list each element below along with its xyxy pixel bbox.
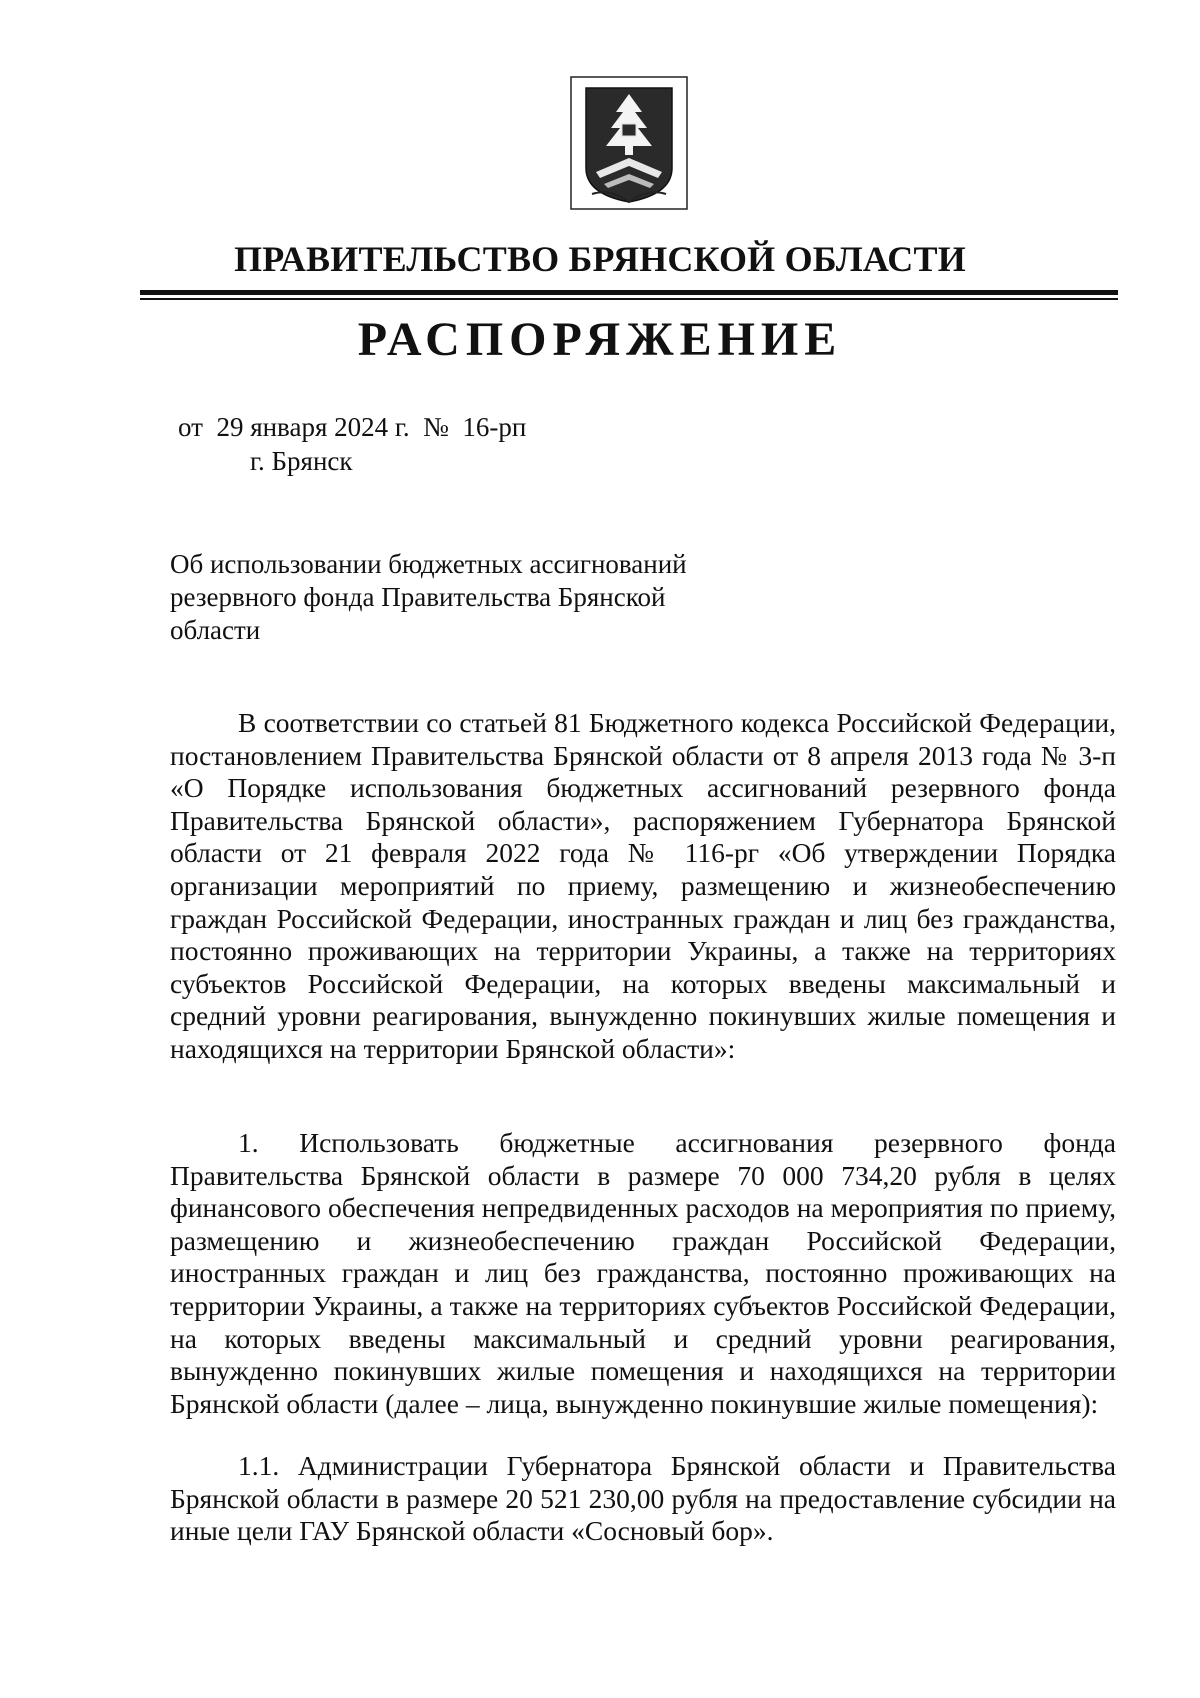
preamble-block (170, 707, 1116, 1066)
coat-of-arms-icon (570, 76, 688, 210)
item-1-1-paragraph: 1.1. Администрации Губернатора Брянской области и Правительства Брянской области в размере 20 521 230,00 рубля на предоставление субсидии на иные цели ГАУ Брянской области «Сосновый бор». (170, 1450, 1116, 1547)
item-1-1-block (170, 1450, 1116, 1548)
city-line: г. Брянск (250, 446, 353, 476)
date-number-line: от 29 января 2024 г. № 16-рп (178, 412, 527, 442)
header-divider-thin (140, 298, 1118, 300)
organization-title: ПРАВИТЕЛЬСТВО БРЯНСКОЙ ОБЛАСТИ (234, 239, 966, 279)
item-1-paragraph: 1. Использовать бюджетные ассигнования резервного фонда Правительства Брянской области в размере 70 000 734,20 рубля в целях финансового обеспечения непредвиденных расходов на мероприятия по приему, размещению и жизнеобеспечению граждан Российской Федерации, иностранных граждан и лиц без гражданства, постоянно проживающих на территории Украины, а также на территориях субъектов Российской Федерации, на которых введены максимальный и средний уровни реагирования, вынужденно покинувших жилые помещения и находящихся на территории Брянской области (далее – лица, вынужденно покинувшие жилые помещения): (170, 1127, 1116, 1419)
document-type-title: РАСПОРЯЖЕНИЕ (357, 313, 843, 366)
document-subject: Об использовании бюджетных ассигнований резервного фонда Правительства Брянской области (170, 549, 687, 645)
header-divider-thick (140, 290, 1118, 295)
item-1-block (170, 1127, 1116, 1420)
preamble-paragraph: В соответствии со статьей 81 Бюджетного кодекса Российской Федерации, постановлением Правительства Брянской области от 8 апреля 2013 года № 3-п «О Порядке использования бюджетных ассигнований резервного фонда Правительства Брянской области», распоряжением Губернатора Брянской области от 21 февраля 2022 года № 116-рг «Об утверждении Порядка организации мероприятий по приему, размещению и жизнеобеспечению граждан Российской Федерации, иностранных граждан и лиц без гражданства, постоянно проживающих на территории Украины, а также на территориях субъектов Российской Федерации, на которых введены максимальный и средний уровни реагирования, вынужденно покинувших жилые помещения и находящихся на территории Брянской области»: (170, 707, 1116, 1064)
